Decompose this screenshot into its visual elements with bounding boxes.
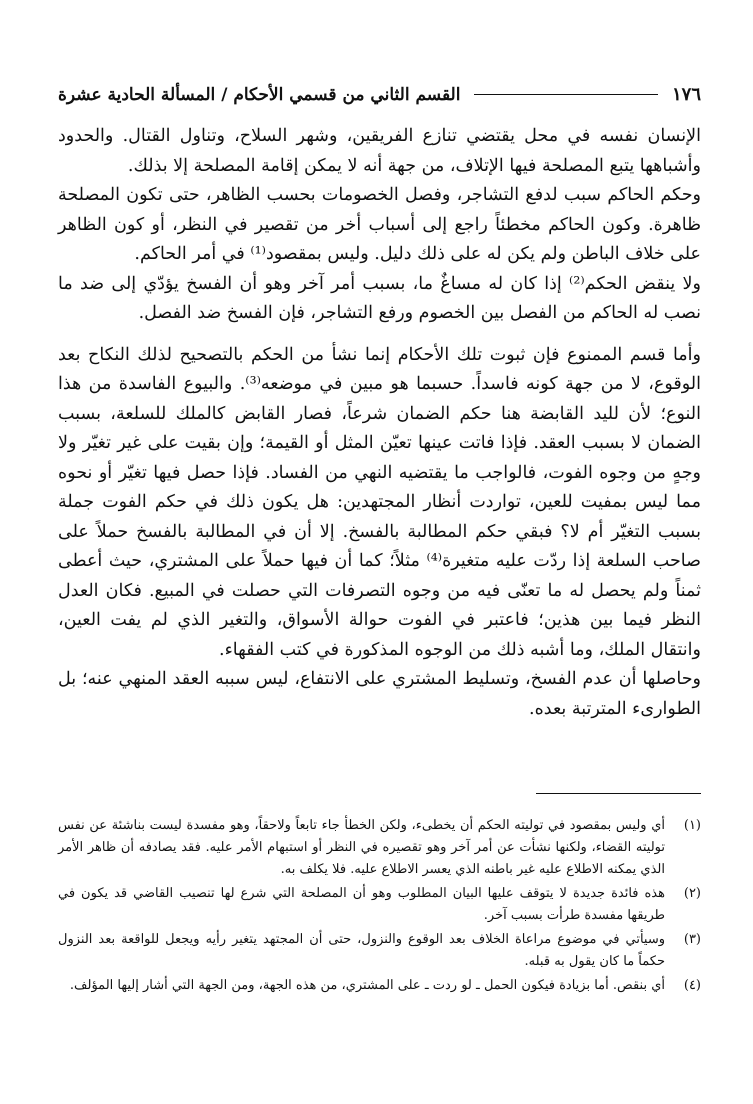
footnote <box>58 975 701 997</box>
footnote-number: (٢) <box>683 886 701 901</box>
running-header <box>58 84 701 105</box>
footnote <box>58 883 701 927</box>
footnote-text: هذه فائدة جديدة لا يتوقف عليها البيان المطلوب وهو أن المصلحة التي شرع لها تنصيب القاضي قد يكون في طريقها مفسدة طرأت بسبب آخر. <box>58 886 665 923</box>
paragraph: ولا ينقض الحكم⁽²⁾ إذا كان له مساغٌ ما، بسبب أمر آخر وهو أن الفسخ يؤدّي إلى ضد ما نصب له الحاكم من الفصل بين الخصوم ورفع التشاجر، فإن الفسخ ضد الفصل. <box>58 273 701 323</box>
page-number: ١٧٦ <box>671 84 701 105</box>
footnote <box>58 815 701 881</box>
running-title: القسم الثاني من قسمي الأحكام / المسألة الحادية عشرة <box>58 84 461 105</box>
paragraph: وأما قسم الممنوع فإن ثبوت تلك الأحكام إنما نشأ من الحكم بالتصحيح لذلك النكاح بعد الوقوع، لا من جهة كونه فاسداً. حسبما هو مبين في موضعه⁽³⁾. والبيوع الفاسدة من هذا النوع؛ لأن لليد القابضة هنا حكم الضمان شرعاً، فصار القابض كالملك للسلعة، بسبب الضمان لا بسبب العقد. فإذا فاتت عينها تعيّن المثل أو القيمة؛ وإن بقيت على غير تغيّر ولا وجهٍ من وجوه الفوت، فالواجب ما يقتضيه النهي من الفساد. فإذا حصل فيها تغيّر أو نحوه مما ليس بمفيت للعين، تواردت أنظار المجتهدين: هل يكون ذلك في حكم الفوت جملة بسبب التغيّر أم لا؟ فبقي حكم المطالبة بالفسخ. إلا أن في المطالبة بالفسخ حملاً على صاحب السلعة إذا ردّت عليه متغيرة⁽⁴⁾ مثلاً؛ كما أن فيها حملاً على المشتري، حيث أعطى ثمناً ولم يحصل له ما تعنّى فيه من وجوه التصرفات التي حصلت في المبيع. فكان العدل النظر فيما بين هذين؛ فاعتبر في الفوت حوالة الأسواق، والتغير الذي لم يفت العين، وانتقال الملك، وما أشبه ذلك من الوجوه المذكورة في كتب الفقهاء. <box>58 344 701 660</box>
main-text <box>58 122 701 724</box>
footnote-number: (١) <box>683 818 701 833</box>
footnote-text: أي بنقص. أما بزيادة فيكون الحمل ـ لو ردت ـ على المشتري، من هذه الجهة، ومن الجهة التي أشار إليها المؤلف. <box>69 978 665 993</box>
paragraph: وحكم الحاكم سبب لدفع التشاجر، وفصل الخصومات بحسب الظاهر، حتى تكون المصلحة ظاهرة. وكون الحاكم مخطئاً راجع إلى أسباب أخر من تقصير في النظر، أو كون الظاهر على خلاف الباطن ولم يكن له على ذلك دليل. وليس بمقصود⁽¹⁾ في أمر الحاكم. <box>58 185 701 264</box>
footnote-separator <box>536 793 701 794</box>
paragraph: وحاصلها أن عدم الفسخ، وتسليط المشتري على الانتفاع، ليس سببه العقد المنهي عنه؛ بل الطوارىء المترتبة بعده. <box>58 669 701 719</box>
footnote-number: (٤) <box>683 978 701 993</box>
header-rule <box>474 94 658 95</box>
paragraph: الإنسان نفسه في محل يقتضي تنازع الفريقين، وشهر السلاح، وتناول القتال. والحدود وأشباهها يتبع المصلحة فيها الإتلاف، من جهة أنه لا يمكن إقامة المصلحة إلا بذلك. <box>58 126 701 176</box>
footnote-number: (٣) <box>683 932 701 947</box>
footnote-text: أي وليس بمقصود في توليته الحكم أن يخطىء، ولكن الخطأ جاء تابعاً ولاحقاً، وهو مفسدة ليست بناشئة عن نفس توليته القضاء، ولكنها نشأت عن أمر آخر وهو تقصيره في النظر أو استبهام الأمر عليه. فقد يصادفه أن ظاهر الأمر الذي يمكنه الاطلاع عليه غير باطنه الذي يعسر الاطلاع عليه. فلا يكلف به. <box>58 818 665 877</box>
footnote <box>58 929 701 973</box>
footnote-text: وسيأتي في موضوع مراعاة الخلاف بعد الوقوع والنزول، حتى أن المجتهد يتغير رأيه ويجعل للواقعة بعد النزول حكماً ما كان يقول به قبله. <box>58 932 665 969</box>
footnotes <box>58 815 701 999</box>
